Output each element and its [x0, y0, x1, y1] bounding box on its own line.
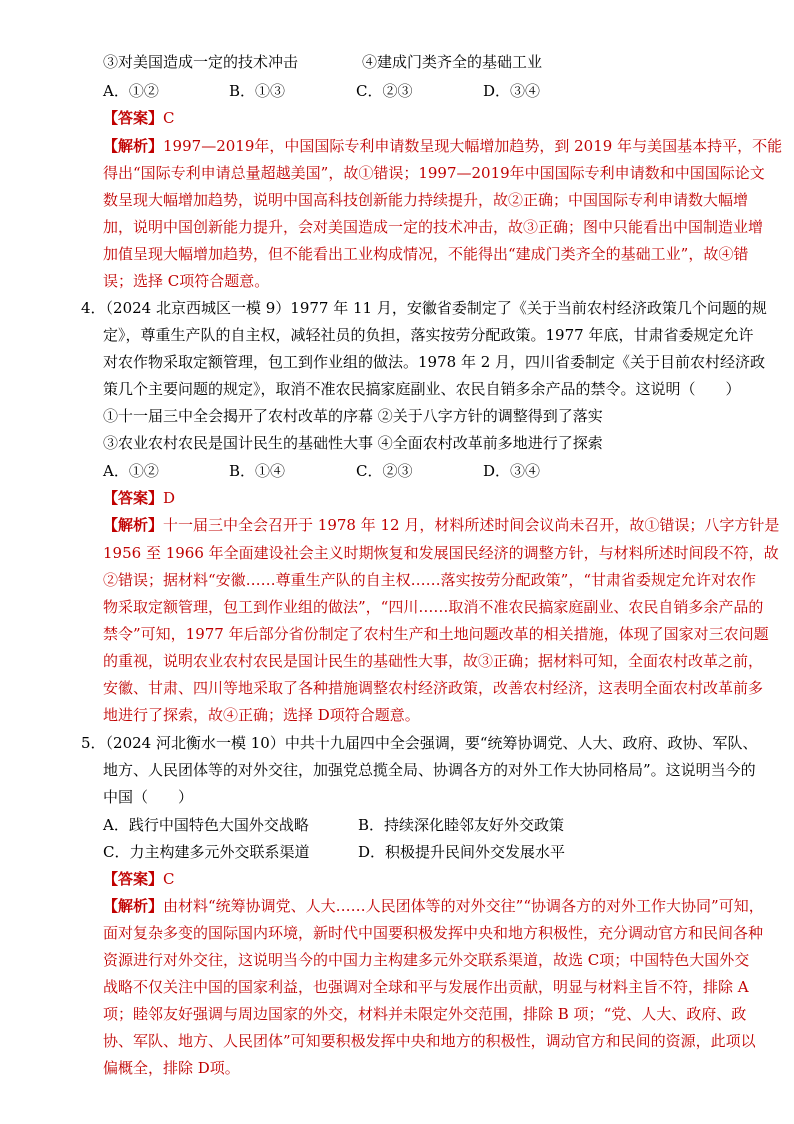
q3-analysis-line: 加，说明中国创新能力提升，会对美国造成一定的技术冲击，故③正确；图中只能看出中国制造业增 — [103, 218, 764, 236]
q3-option-4: ④建成门类齐全的基础工业 — [362, 53, 543, 71]
analysis-label: 【解析】 — [103, 137, 164, 155]
q5-analysis-line: 资源进行对外交往，这说明当今的中国力主构建多元外交联系渠道，故选 C项；中国特色大国外交 — [103, 951, 750, 969]
q4-answer — [103, 488, 175, 508]
q5-analysis-line: 偏概全，排除 D项。 — [103, 1059, 240, 1077]
q4-statement-line: ③农业农村农民是国计民生的基础性大事 ④全面农村改革前多地进行了探索 — [103, 434, 603, 452]
answer-label: 【答案】 — [103, 870, 164, 888]
analysis-text: 十一届三中全会召开于 1978 年 12 月，材料所述时间会议尚未召开，故①错误；八字方针是 — [163, 516, 780, 534]
q4-analysis-line: ②错误；据材料“安徽……尊重生产队的自主权……落实按劳分配政策”，“甘肃省委规定允许对农作 — [103, 571, 757, 589]
q4-choice-c: C．②③ — [356, 462, 413, 480]
analysis-text: 1997—2019年，中国国际专利申请数呈现大幅增加趋势，到 2019 年与美国基本持平，不能 — [163, 137, 783, 155]
q3-analysis-line: 加值呈现大幅增加趋势，但不能看出工业构成情况，不能得出“建成门类齐全的基础工业”，故④错 — [103, 245, 749, 263]
q4-stem-line: 策几个主要问题的规定》，取消不准农民搞家庭副业、农民自销多余产品的禁令。这说明（ ） — [103, 380, 741, 398]
answer-value: C — [163, 109, 175, 127]
q4-choice-b: B．①④ — [229, 462, 286, 480]
answer-value: C — [163, 870, 175, 888]
q5-stem-line: 5．（2024 河北衡水一模 10）中共十九届四中全会强调，要“统筹协调党、人大、政府、政协、军队、 — [81, 734, 758, 752]
q4-choice-d: D．③④ — [483, 462, 541, 480]
q4-stem-line: 对农作物采取定额管理，包工到作业组的做法。1978 年 2 月，四川省委制定《关于目前农村经济政 — [103, 353, 766, 371]
q4-analysis-line: 禁令”可知，1977 年后部分省份制定了农村生产和土地问题改革的相关措施，体现了国家对三农问题 — [103, 625, 769, 643]
q5-choice-c: C．力主构建多元外交联系渠道 — [103, 843, 310, 861]
q3-option-3: ③对美国造成一定的技术冲击 — [103, 53, 299, 71]
analysis-text: 由材料“统筹协调党、人大……人民团体等的对外交往”“协调各方的对外工作大协同”可知， — [163, 897, 764, 915]
q4-analysis-line: 安徽、甘肃、四川等地采取了各种措施调整农村经济政策，改善农村经济，这表明全面农村改革前多 — [103, 679, 764, 697]
answer-value: D — [163, 489, 176, 507]
q5-answer — [103, 869, 175, 889]
analysis-label: 【解析】 — [103, 516, 164, 534]
q5-stem-line: 地方、人民团体等的对外交往，加强党总揽全局、协调各方的对外工作大协同格局”。这说明当今的 — [103, 761, 756, 779]
q3-choice-a: A．①② — [103, 82, 159, 100]
q3-analysis-line — [103, 136, 782, 156]
q3-choice-c: C．②③ — [356, 82, 413, 100]
q3-analysis-line: 数呈现大幅增加趋势，说明中国高科技创新能力持续提升，故②正确；中国国际专利申请数大幅增 — [103, 191, 749, 209]
q3-answer — [103, 108, 175, 128]
q5-analysis-line: 协、军队、地方、人民团体”可知要积极发挥中央和地方的积极性，调动官方和民间的资源，此项以 — [103, 1032, 756, 1050]
q5-analysis-line: 面对复杂多变的国际国内环境，新时代中国要积极发挥中央和地方积极性，充分调动官方和民间各种 — [103, 924, 764, 942]
answer-label: 【答案】 — [103, 489, 164, 507]
q5-analysis-line: 项；睦邻友好强调与周边国家的外交，材料并未限定外交范围，排除 B 项；“党、人大、政府、政 — [103, 1005, 747, 1023]
q4-analysis-line: 地进行了探索，故④正确；选择 D项符合题意。 — [103, 706, 420, 724]
q5-choice-b: B．持续深化睦邻友好外交政策 — [358, 816, 565, 834]
q5-analysis-line: 战略不仅关注中国的国家利益，也强调对全球和平与发展作出贡献，明显与材料主旨不符，排除 A — [103, 978, 749, 996]
q5-analysis-line — [103, 896, 764, 916]
answer-label: 【答案】 — [103, 109, 164, 127]
q3-analysis-line: 误；选择 C项符合题意。 — [103, 272, 270, 290]
q4-analysis-line: 1956 至 1966 年全面建设社会主义时期恢复和发展国民经济的调整方针，与材料所述时间段不符，故 — [103, 544, 779, 562]
q4-analysis-line — [103, 515, 779, 535]
q4-analysis-line: 的重视，说明农业农村农民是国计民生的基础性大事，故③正确；据材料可知，全面农村改革之前， — [103, 652, 764, 670]
analysis-label: 【解析】 — [103, 897, 164, 915]
q3-choice-d: D．③④ — [483, 82, 541, 100]
q4-stem-line: 4．（2024 北京西城区一模 9）1977 年 11 月，安徽省委制定了《关于当前农村经济政策几个问题的规 — [81, 299, 767, 317]
q4-analysis-line: 物采取定额管理，包工到作业组的做法”，“四川……取消不准农民搞家庭副业、农民自销多余产品的 — [103, 598, 764, 616]
q4-choice-a: A．①② — [103, 462, 159, 480]
q4-statement-line: ①十一届三中全会揭开了农村改革的序幕 ②关于八字方针的调整得到了落实 — [103, 407, 603, 425]
q3-choice-b: B．①③ — [229, 82, 286, 100]
q3-analysis-line: 得出“国际专利申请总量超越美国”，故①错误；1997—2019年中国国际专利申请数和中国国际论文 — [103, 164, 765, 182]
q5-choice-d: D．积极提升民间外交发展水平 — [358, 843, 566, 861]
q5-choice-a: A．践行中国特色大国外交战略 — [103, 816, 309, 834]
q4-stem-line: 定》，尊重生产队的自主权，减轻社员的负担，落实按劳分配政策。1977 年底，甘肃省委规定允许 — [103, 326, 754, 344]
q5-stem-line: 中国（ ） — [103, 788, 194, 806]
